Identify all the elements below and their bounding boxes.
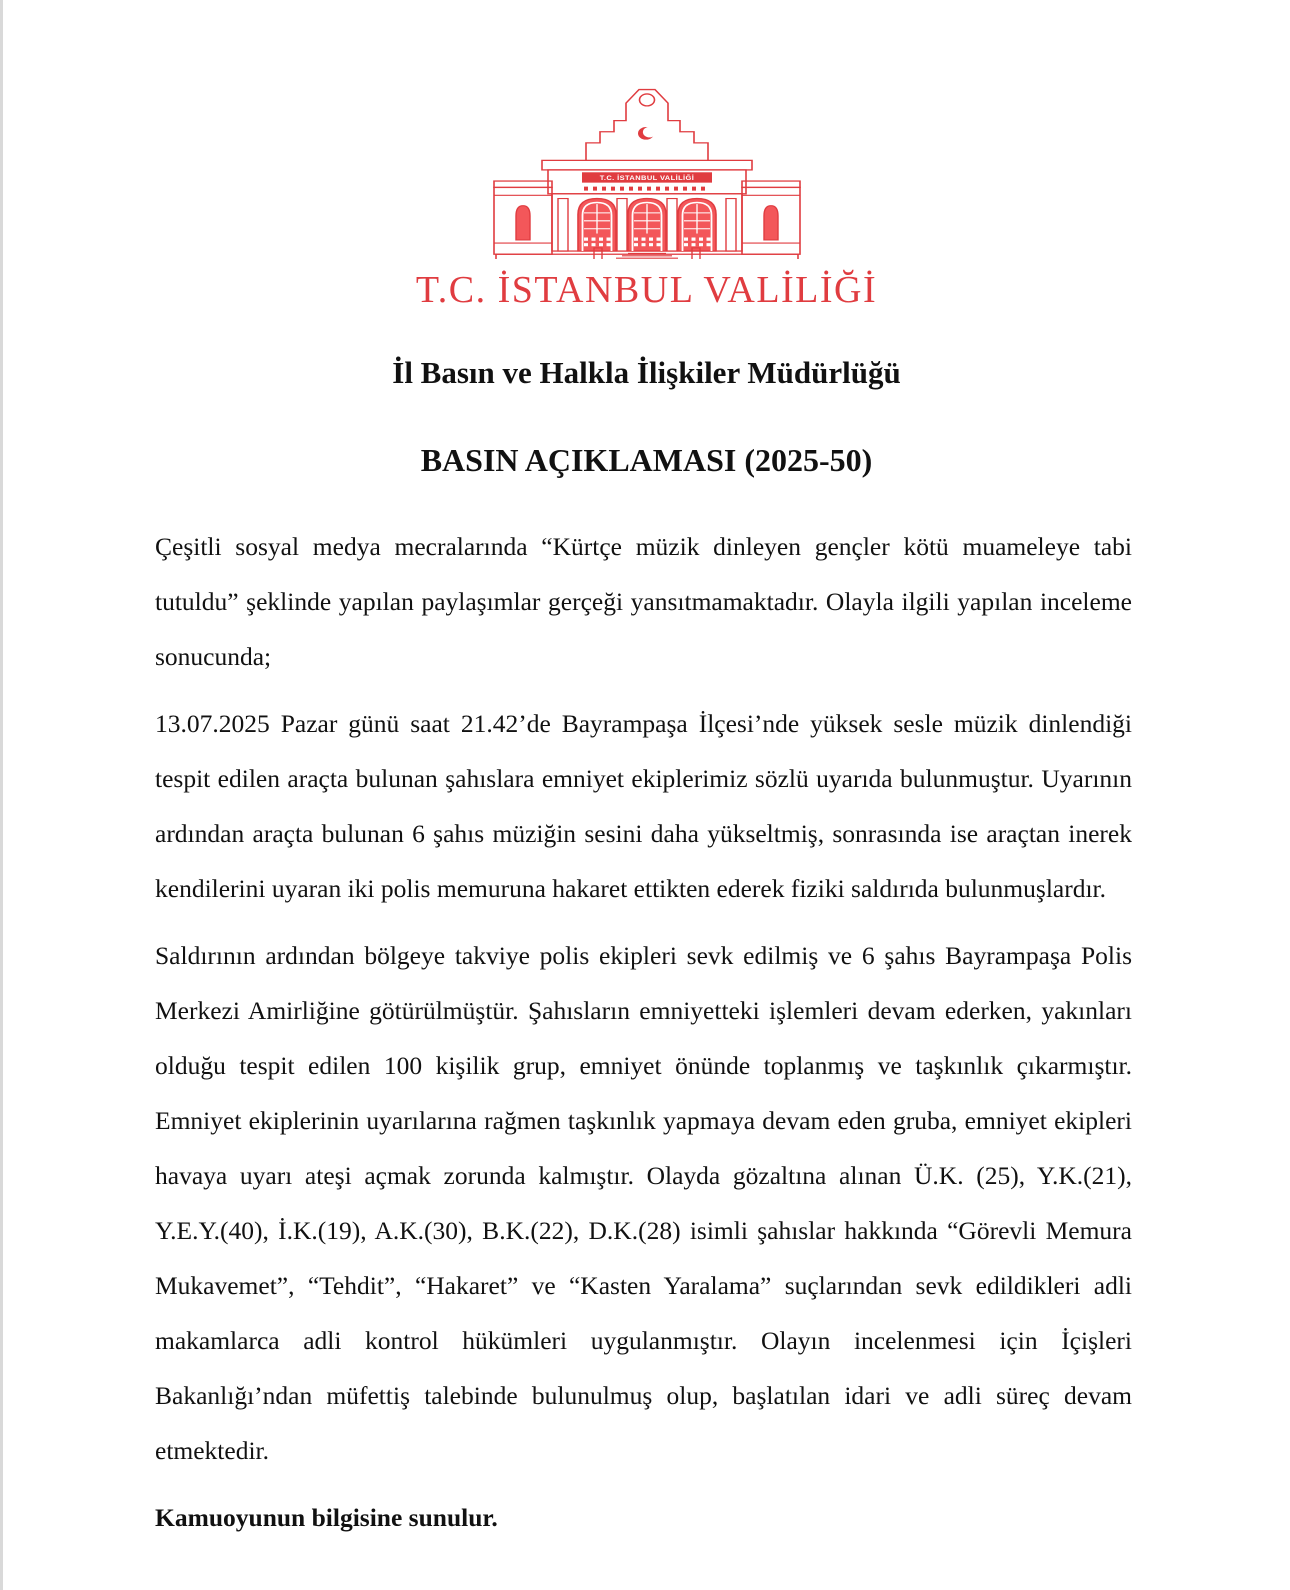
paragraph-aftermath: Saldırının ardından bölgeye takviye polis ekipleri sevk edilmiş ve 6 şahıs Bayrampaşa Polis Merkezi Amirliğine götürülmüştür. Şahısların emniyetteki işlemleri devam ederken, yakınları olduğu tespit edilen 100 kişilik grup, emniyet önünde toplanmış ve taşkınlık çıkarmıştır. Emniyet ekiplerinin uyarılarına rağmen taşkınlık yapmaya devam eden gruba, emniyet ekipleri havaya uyarı ateşi açmak zorunda kalmıştır. Olayda gözaltına alınan Ü.K. (25), Y.K.(21), Y.E.Y.(40), İ.K.(19), A.K.(30), B.K.(22), D.K.(28) isimli şahıslar hakkında “Görevli Memura Mukavemet”, “Tehdit”, “Hakaret” ve “Kasten Yaralama” suçlarından sevk edildikleri adli makamlarca adli kontrol hükümleri uygulanmıştır. Olayın incelenmesi için İçişleri Bakanlığı’ndan müfettiş talebinde bulunulmuş olup, başlatılan idari ve adli süreç devam etmektedir.: [155, 941, 1132, 1466]
paragraph-incident: 13.07.2025 Pazar günü saat 21.42’de Bayrampaşa İlçesi’nde yüksek sesle müzik dinlendiği tespit edilen araçta bulunan şahıslara emniyet ekiplerimiz sözlü uyarıda bulunmuştur. Uyarının ardından araçta bulunan 6 şahıs müziğin sesini daha yükseltmiş, sonrasında ise araçtan inerek kendilerini uyaran iki polis memuruna hakaret ettikten ederek fiziki saldırıda bulunmuşlardır.: [155, 709, 1132, 904]
press-release-body: [3, 519, 1290, 1545]
building-entablature: [542, 160, 752, 193]
building-right-wing: [742, 181, 800, 254]
letterhead: [3, 0, 1290, 312]
arched-window-center: [628, 199, 666, 252]
pediment-circle-ornament: [639, 94, 654, 106]
arched-window-left: [578, 199, 616, 252]
press-release-title: BASIN AÇIKLAMASI (2025-50): [420, 441, 873, 478]
building-facade: [552, 194, 742, 251]
building-left-wing: [494, 181, 552, 254]
arched-window-right: [678, 199, 716, 252]
paragraph-intro: Çeşitli sosyal medya mecralarında “Kürtçe müzik dinleyen gençler kötü muameleye tabi tutuldu” şeklinde yapılan paylaşımlar gerçeği yansıtmamaktadır. Olayla ilgili yapılan inceleme sonucunda;: [155, 532, 1132, 672]
logo-banner-text: T.C. İSTANBUL VALİLİĞİ: [599, 175, 694, 182]
logo-caption: T.C. İSTANBUL VALİLİĞİ: [415, 269, 878, 311]
department-heading: İl Basın ve Halkla İlişkiler Müdürlüğü: [392, 354, 901, 390]
crescent-icon: [638, 127, 656, 140]
closing-statement: Kamuoyunun bilgisine sunulur.: [155, 1503, 498, 1533]
istanbul-valiligi-building-logo: [482, 84, 812, 259]
building-pediment: [586, 90, 708, 161]
